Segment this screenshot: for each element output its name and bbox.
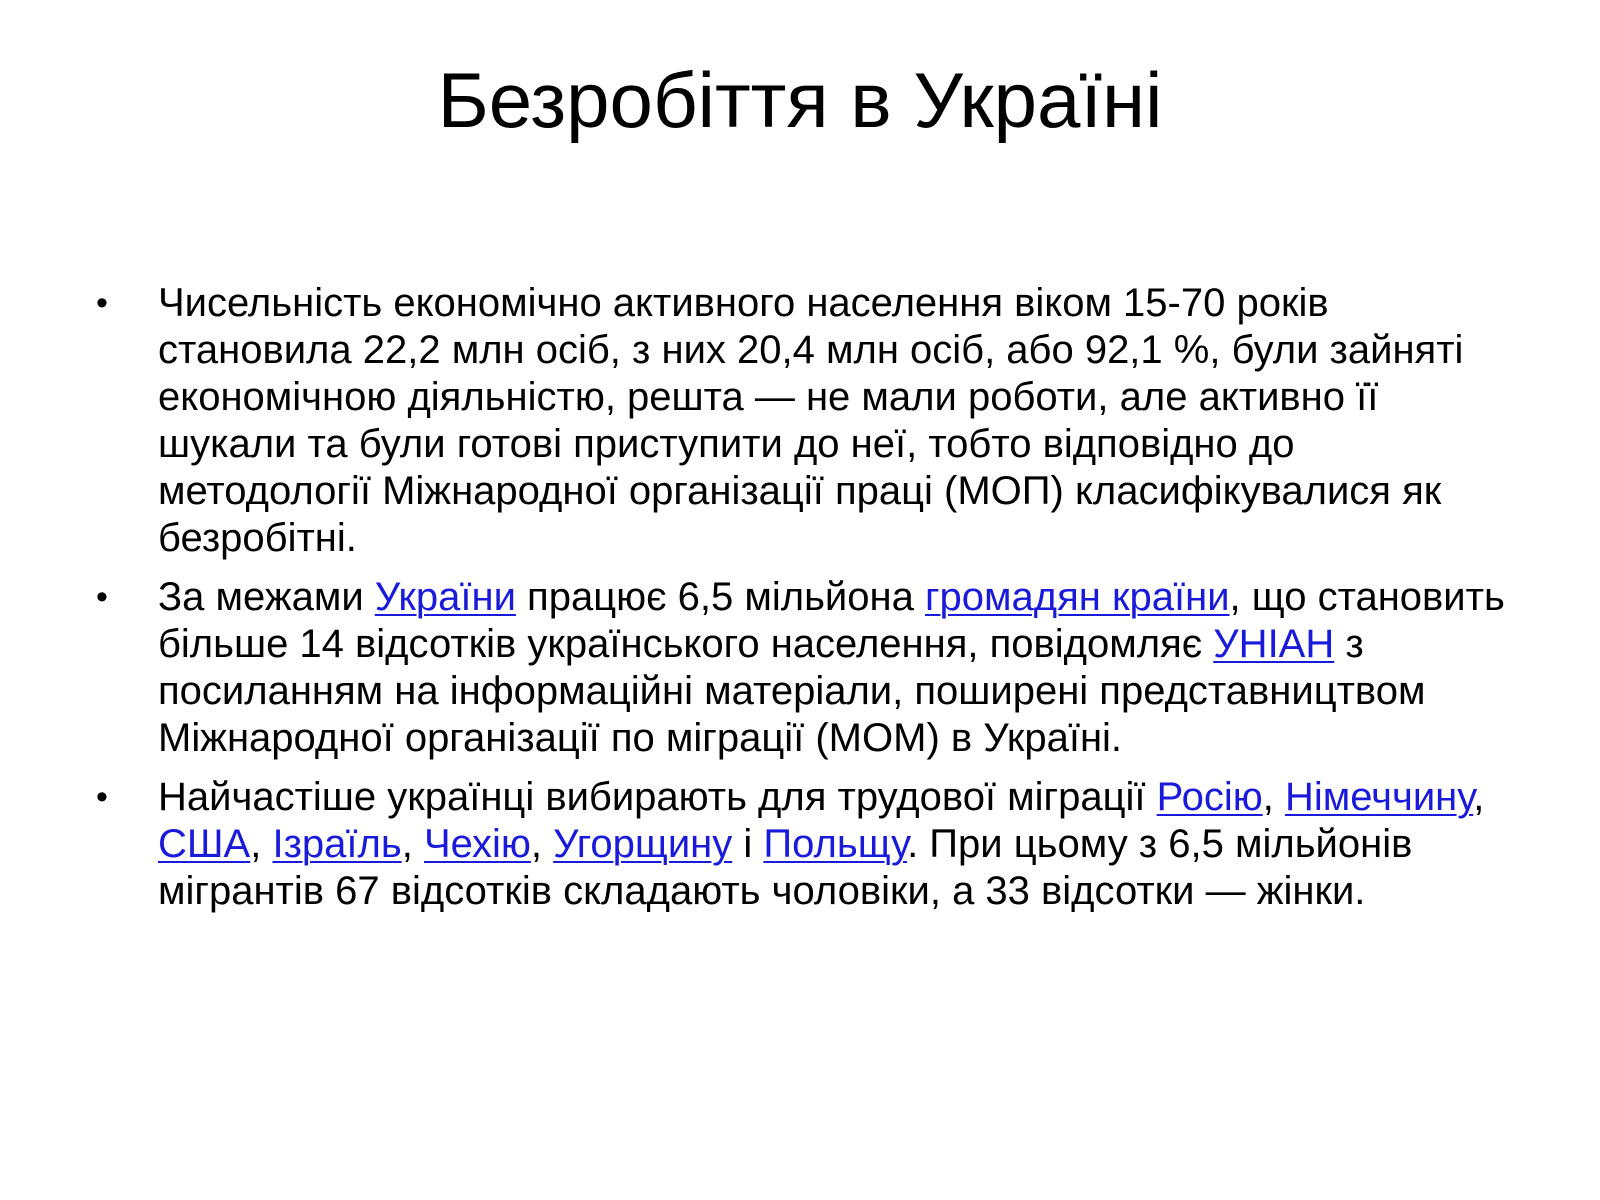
bullet-item-emigration xyxy=(96,574,1516,762)
bullet-marker: • xyxy=(96,778,108,816)
link-israel[interactable]: Ізраїль xyxy=(272,822,402,866)
link-hungary[interactable]: Угорщину xyxy=(553,822,733,866)
text-segment: , xyxy=(1262,775,1285,819)
bullet-item-population xyxy=(96,280,1516,562)
text-segment: з посиланням на інформаційні матеріали, поширені представництвом Міжнародної організації по міграції (МОМ) в Україні. xyxy=(158,622,1426,760)
link-czechia[interactable]: Чехію xyxy=(423,822,531,866)
slide-title: Безробіття в Україні xyxy=(437,56,1163,144)
bullet-text xyxy=(158,775,1484,913)
text-segment: , xyxy=(530,822,554,866)
bullet-text xyxy=(158,575,1505,760)
bullet-list xyxy=(96,280,1516,927)
text-segment: і xyxy=(732,822,764,866)
text-segment: За межами xyxy=(158,575,375,619)
bullet-item-destinations xyxy=(96,774,1516,915)
text-segment: , xyxy=(250,822,273,866)
text-segment: . При цьому з 6,5 мільйонів мігрантів 67 відсотків складають чоловіки, а 33 відсотки — жінки. xyxy=(158,822,1413,913)
link-citizens[interactable]: громадян країни xyxy=(924,575,1230,619)
text-segment: , xyxy=(1473,775,1485,819)
text-segment: Найчастіше українці вибирають для трудової міграції xyxy=(158,775,1157,819)
bullet-text: Чисельність економічно активного населення віком 15-70 років становила 22,2 млн осіб, з них 20,4 млн осіб, або 92,1 %, були зайняті економічною діяльністю, решта — не мали роботи, але активно її шукали та були готові приступити до неї, тобто відповідно до методології Міжнародної організації праці (МОП) класифікувалися як безробітні. xyxy=(158,281,1464,560)
bullet-marker: • xyxy=(96,284,108,322)
link-usa[interactable]: США xyxy=(158,822,251,866)
link-ukraine[interactable]: України xyxy=(374,575,516,619)
text-segment: , xyxy=(401,822,424,866)
text-segment: працює 6,5 мільйона xyxy=(515,575,925,619)
bullet-marker: • xyxy=(96,578,108,616)
link-poland[interactable]: Польщу xyxy=(763,822,908,866)
link-russia[interactable]: Росію xyxy=(1156,775,1263,819)
link-germany[interactable]: Німеччину xyxy=(1284,775,1474,819)
link-unian[interactable]: УНІАН xyxy=(1213,622,1335,666)
text-segment: , що становить більше 14 відсотків українського населення, повідомляє xyxy=(158,575,1505,666)
